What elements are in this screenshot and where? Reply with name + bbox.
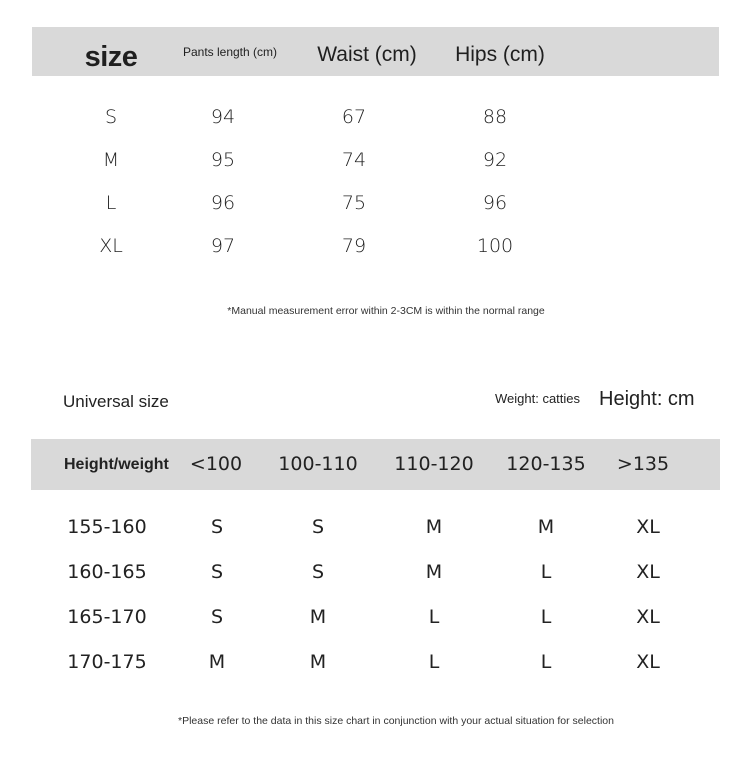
table2-cell-size: M xyxy=(208,651,226,673)
table2-cell-size: M xyxy=(309,606,327,628)
table2-footnote: *Please refer to the data in this size chart in conjunction with your actual situation for selection xyxy=(178,715,614,727)
table2-cell-height: 155-160 xyxy=(67,516,147,538)
table1-cell-pants-length: 97 xyxy=(210,235,236,257)
table2-cell-size: XL xyxy=(636,516,660,538)
table1-cell-waist: 79 xyxy=(341,235,367,257)
table1-cell-waist: 74 xyxy=(341,149,367,171)
table1-header-pants-length: Pants length (cm) xyxy=(182,45,278,59)
table2-cell-size: S xyxy=(311,516,325,538)
table2-header-weight-range: 120-135 xyxy=(506,453,586,475)
table2-cell-height: 170-175 xyxy=(67,651,147,673)
table1-cell-size: M xyxy=(102,149,120,171)
table2-title: Universal size xyxy=(63,392,169,411)
table1-cell-size: S xyxy=(104,106,118,128)
table2-cell-size: M xyxy=(425,516,443,538)
table2-cell-height: 165-170 xyxy=(67,606,147,628)
table1-cell-pants-length: 96 xyxy=(210,192,236,214)
table2-cell-size: S xyxy=(210,561,224,583)
table2-cell-size: M xyxy=(309,651,327,673)
table1-header-size: size xyxy=(84,41,138,73)
table1-cell-hips: 92 xyxy=(482,149,508,171)
table2-cell-size: S xyxy=(311,561,325,583)
weight-unit-label: Weight: catties xyxy=(495,391,581,406)
table2-header-height-weight: Height/weight xyxy=(64,456,169,473)
table1-header-hips: Hips (cm) xyxy=(455,43,545,66)
table2-cell-size: M xyxy=(425,561,443,583)
table2-cell-size: L xyxy=(540,561,552,583)
table1-cell-pants-length: 95 xyxy=(210,149,236,171)
table2-header-weight-range: 110-120 xyxy=(394,453,474,475)
table2-cell-height: 160-165 xyxy=(67,561,147,583)
table2-header-weight-range: 100-110 xyxy=(278,453,358,475)
table2-cell-size: XL xyxy=(636,651,660,673)
table2-cell-size: S xyxy=(210,606,224,628)
table2-cell-size: XL xyxy=(636,561,660,583)
table1-footnote: *Manual measurement error within 2-3CM is within the normal range xyxy=(227,305,545,317)
table1-cell-waist: 67 xyxy=(341,106,367,128)
table2-cell-size: L xyxy=(540,606,552,628)
height-unit-label: Height: cm xyxy=(599,388,695,410)
table1-cell-waist: 75 xyxy=(341,192,367,214)
table1-cell-size: L xyxy=(105,192,117,214)
table2-cell-size: L xyxy=(428,606,440,628)
table1-cell-hips: 100 xyxy=(476,235,514,257)
table1-cell-hips: 96 xyxy=(482,192,508,214)
table2-header-weight-range: >135 xyxy=(616,453,670,475)
table2-header-weight-range: <100 xyxy=(189,453,243,475)
table2-cell-size: L xyxy=(540,651,552,673)
table2-cell-size: S xyxy=(210,516,224,538)
table2-cell-size: L xyxy=(428,651,440,673)
table1-cell-pants-length: 94 xyxy=(210,106,236,128)
table1-cell-hips: 88 xyxy=(482,106,508,128)
table2-cell-size: XL xyxy=(636,606,660,628)
table2-cell-size: M xyxy=(537,516,555,538)
table1-header-waist: Waist (cm) xyxy=(317,43,417,66)
table1-cell-size: XL xyxy=(99,235,123,257)
